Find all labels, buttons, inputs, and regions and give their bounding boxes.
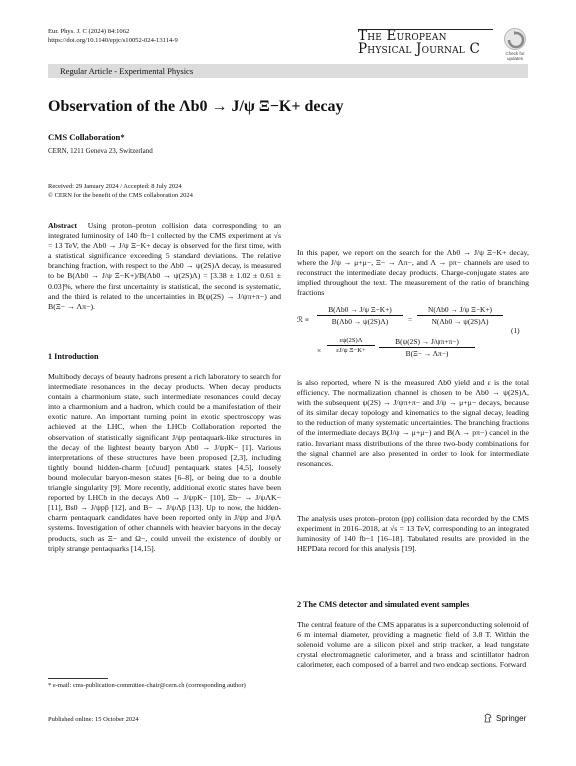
check-updates-icon: [504, 28, 526, 50]
eq-fraction-1: [317, 305, 403, 326]
springer-horse-icon: [483, 713, 493, 723]
journal-name-line1: The European: [358, 28, 447, 44]
eq-den-2: N(Λb0 → ψ(2S)Λ): [431, 317, 489, 326]
check-label: Check for updates: [505, 51, 525, 61]
section-2-text: The central feature of the CMS apparatus is a superconducting solenoid of 6 m internal diameter, providing a magnetic field of 3.8 T. Within the solenoid volume are a silicon pixel and strip tracker, a lead tungstate crystal electromagnetic calorimeter, and a brass and scintillator hadron calorimeter, each composed of a barrel and two endcap sections. Forward: [297, 620, 529, 670]
springer-logo: [483, 713, 526, 723]
abstract-label: Abstract: [48, 221, 78, 230]
footnote: [48, 682, 281, 691]
citation: Eur. Phys. J. C (2024) 84:1062: [48, 28, 130, 35]
copyright: © CERN for the benefit of the CMS collaboration 2024: [48, 192, 193, 199]
footnote-text: * e-mail: cms-publication-committee-chair@cern.ch (corresponding author): [48, 682, 246, 689]
data-paragraph: The analysis uses proton–proton (pp) collision data recorded by the CMS experiment in 2016–2018, at √s = 13 TeV, corresponding to an integrated luminosity of 140 fb−1 [16–18]. Tabulated results are provided in the HEPData record for this analysis [19].: [297, 514, 529, 554]
intro-paragraph: In this paper, we report on the search for the Λb0 → J/ψ Ξ−K+ decay, where the J/ψ → μ+μ−, Ξ− → Λπ−, and Λ → pπ− channels are used to reconstruct the intermediate decay products. Charge-conjugate states are implied throughout the text. The measurement of the ratio of branching fractions: [297, 248, 529, 298]
eq-lhs: ℛ ≡: [297, 315, 309, 324]
eq-num-1: B(Λb0 → J/ψ Ξ−K+): [317, 305, 403, 316]
eq-den-1: B(Λb0 → ψ(2S)Λ): [331, 317, 389, 326]
eq-den-4: B(Ξ− → Λπ−): [405, 349, 449, 358]
footnote-rule: [48, 678, 108, 679]
check-for-updates[interactable]: [502, 28, 528, 61]
abstract: [48, 221, 281, 312]
journal-rule: [358, 29, 493, 30]
publisher-name: Springer: [496, 713, 527, 723]
eq-fraction-4: [379, 337, 475, 358]
eq-number: (1): [511, 326, 520, 335]
abstract-text: Using proton–proton collision data corresponding to an integrated luminosity of 140 fb−1 collected by the CMS experiment at √s = 13 TeV, the Λb0 → J/ψ Ξ−K+ decay is observed for the first time, with a statistical significance exceeding 5 standard deviations. The relative branching fraction, with respect to the Λb0 → ψ(2S)Λ decay, is measured to be B(Λb0 → J/ψ Ξ−K+)/B(Λb0 → ψ(2S)Λ) = [3.38 ± 1.02 ± 0.61 ± 0.03]%, where the first uncertainty is statistical, the second is systematic, and the third is related to the uncertainties in B(ψ(2S) → J/ψπ+π−) and B(Ξ− → Λπ−).: [48, 221, 281, 311]
author: CMS Collaboration*: [48, 132, 125, 142]
eq-fraction-3: [327, 337, 375, 354]
published-date: Published online: 15 October 2024: [48, 716, 139, 723]
doi-link[interactable]: https://doi.org/10.1140/epjc/s10052-024-13114-9: [48, 37, 178, 44]
eq-times: ×: [317, 346, 322, 355]
section-1-heading: 1 Introduction: [48, 352, 99, 361]
eq-num-4: B(ψ(2S) → J/ψπ+π−): [379, 337, 475, 348]
eq-equals: =: [408, 315, 413, 324]
section-1-text: Multibody decays of beauty hadrons present a rich laboratory to search for intermediate resonances in the decay products. When decay products contain a charmonium state, such intermediate resonances could decay into a charmonium and a hadron, which could be a manifestation of their exotic nature. An important turning point in exotic spectroscopy was achieved at the LHC, when the LHCb Collaboration reported the observation of statistically significant J/ψp pentaquark-like structures in the decay of the lightest beauty baryon Λb0 → J/ψpK− [1]. Various interpretations of these structures have been proposed [2,3], including tightly bound hidden-charm [cc̄uud] pentaquark states [4,5], loosely bound molecular baryon-meson states [6–8], or being due to a double triangle singularity [9]. More recently, additional exotic states have been reported by LHCb in the decays Λb0 → J/ψpK− [10], Ξb− → J/ψΛK− [11], Bs0 → J/ψpp̄ [12], and B− → J/ψΛp̄ [13]. Up to now, the hidden-charm pentaquark candidates have been reported only in J/ψp and J/ψΛ systems. Investigation of other channels with heavier baryons in the decay products, such as Ξ− and Ω−, could unveil the existence of doubly or triply strange pentaquarks [14,15].: [48, 372, 281, 553]
section-2-heading: 2 The CMS detector and simulated event samples: [297, 600, 470, 609]
paper-title-text: Observation of the Λb0 → J/ψ Ξ−K+ decay: [48, 98, 344, 115]
eq-num-3: εψ(2S)Λ: [327, 337, 375, 346]
paper-title: [48, 98, 528, 116]
equation-1: [297, 305, 529, 375]
eq-num-2: N(Λb0 → J/ψ Ξ−K+): [417, 305, 503, 316]
article-type-badge: Regular Article - Experimental Physics: [48, 64, 528, 78]
post-equation-paragraph: is also reported, where N is the measured Λb0 yield and ε is the total efficiency. The normalization channel is chosen to be Λb0 → ψ(2S)Λ, with the subsequent ψ(2S) → J/ψπ+π− and J/ψ → μ+μ− decays, because of its similar decay topology and kinematics to the signal decay, leading to the reduction of many systematic uncertainties. The branching fractions of the intermediate decays B(J/ψ → μ+μ−) and B(Λ → pπ−) cancel in the ratio. Invariant mass distributions of the three two-body combinations for the signal channel are also presented in order to look for intermediate resonances.: [297, 378, 529, 468]
eq-fraction-2: [417, 305, 503, 326]
journal-name-line2: Physical Journal C: [358, 41, 480, 57]
affiliation: CERN, 1211 Geneva 23, Switzerland: [48, 147, 153, 155]
eq-den-3: εJ/ψ Ξ−K+: [336, 347, 366, 354]
received-dates: Received: 29 January 2024 / Accepted: 8 July 2024: [48, 183, 182, 190]
